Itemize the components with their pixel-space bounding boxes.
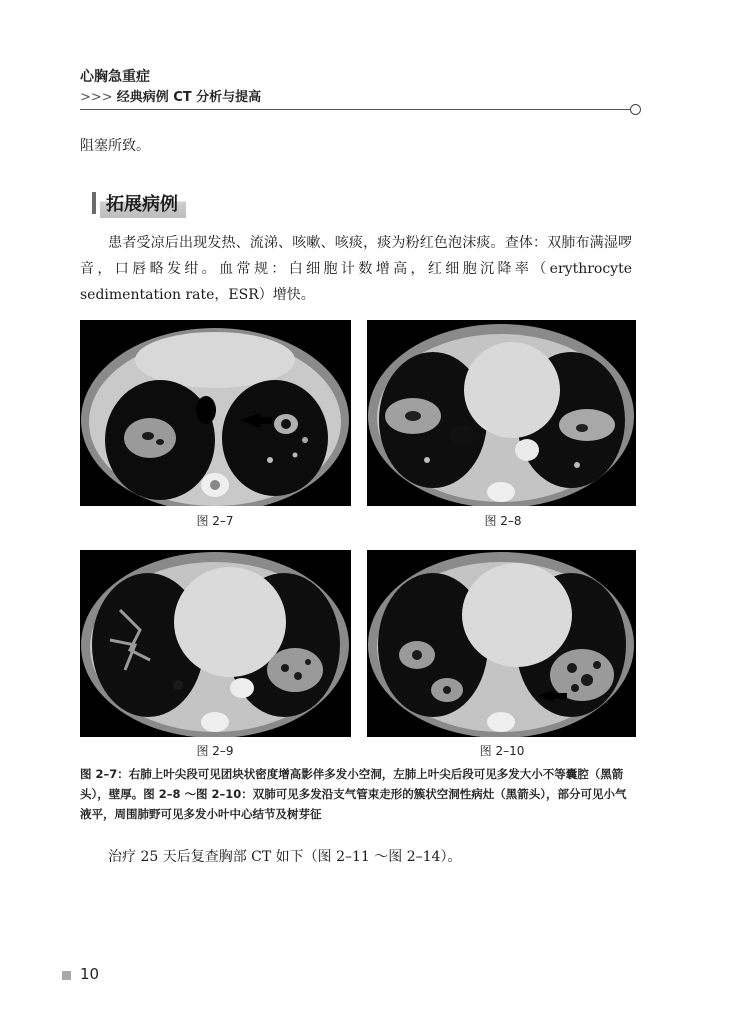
figure-label-2-10: 图 2–10	[479, 744, 525, 758]
ct-image-2-9	[80, 550, 351, 737]
heading-accent-bar	[92, 192, 96, 214]
figure-label-2-7: 图 2–7	[196, 514, 234, 528]
chapter-subtitle	[80, 86, 261, 105]
case-paragraph-text: 患者受凉后出现发热、流涕、咳嗽、咳痰，痰为粉红色泡沫痰。查体：双肺布满湿啰音，口唇略发绀。血常规：白细胞计数增高，红细胞沉降率（erythrocyte sedimentation rate，ESR）增快。	[80, 235, 632, 303]
ct-image-2-8	[367, 320, 636, 506]
figure-label-2-9: 图 2–9	[196, 744, 234, 758]
case-paragraph	[80, 230, 632, 308]
section-heading	[100, 188, 186, 218]
ct-image-2-7	[80, 320, 351, 506]
continued-text: 阻塞所致。	[80, 138, 150, 154]
figure-label-2-8: 图 2–8	[484, 514, 522, 528]
subtitle-text: 经典病例 CT 分析与提高	[116, 90, 262, 105]
page-number: 10	[80, 965, 100, 983]
header-rule	[80, 109, 632, 110]
header-rule-end-circle	[630, 104, 641, 115]
followup-text: 治疗 25 天后复查胸部 CT 如下（图 2–11 ～图 2–14）。	[108, 849, 462, 865]
followup-paragraph	[80, 846, 461, 866]
page-marker-square	[62, 971, 71, 980]
section-heading-text: 拓展病例	[106, 194, 178, 215]
chevrons: >>>	[80, 90, 113, 105]
ct-image-2-10	[367, 550, 636, 737]
book-title: 心胸急重症	[80, 69, 150, 85]
figure-caption: 图 2–7：右肺上叶尖段可见团块状密度增高影伴多发小空洞，左肺上叶尖后段可见多发大小不等囊腔（黑箭头），壁厚。图 2–8 ～图 2–10：双肺可见多发沿支气管束走形的簇状空洞性病灶（黑箭头），部分可见小气液平，周围肺野可见多发小叶中心结节及树芽征	[80, 767, 627, 821]
